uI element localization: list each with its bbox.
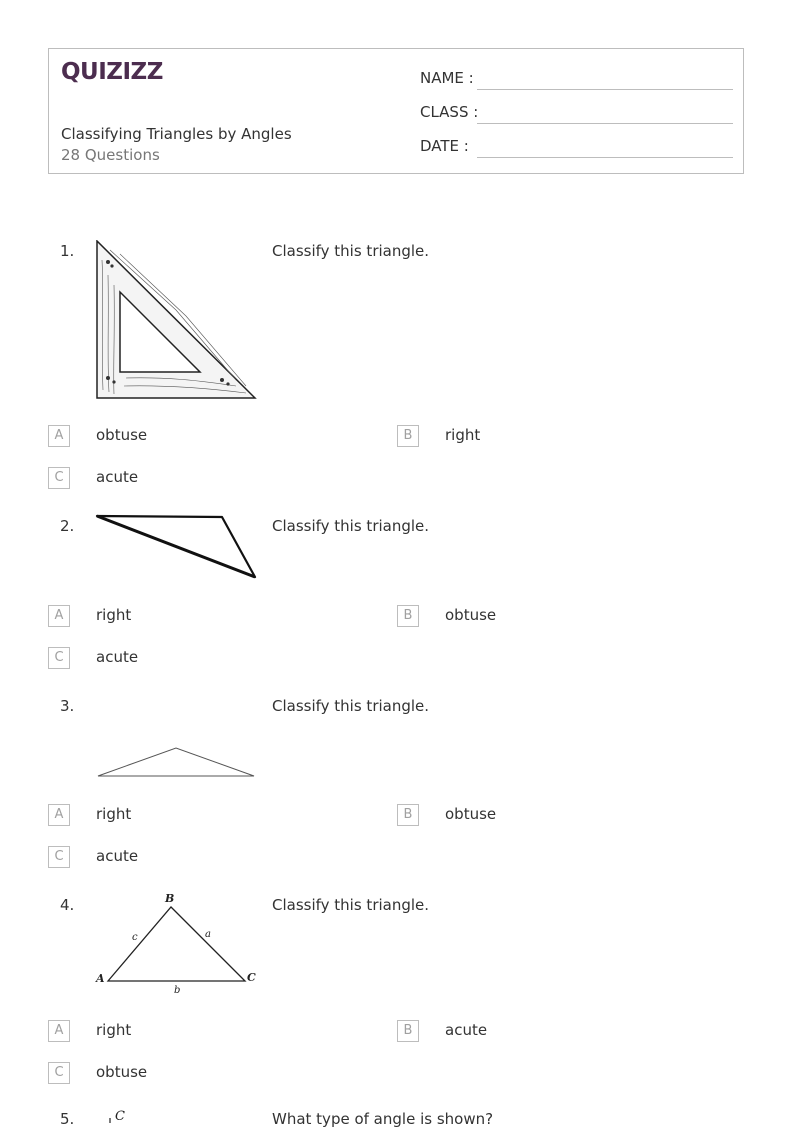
- option-b-text[interactable]: right: [445, 426, 481, 444]
- question-number: 3.: [60, 697, 75, 715]
- option-b-text[interactable]: obtuse: [445, 606, 497, 624]
- question-prompt: Classify this triangle.: [272, 697, 430, 715]
- date-line[interactable]: [477, 157, 733, 158]
- flat-obtuse-triangle-image: [96, 745, 258, 781]
- question-prompt: Classify this triangle.: [272, 242, 430, 260]
- labeled-triangle-image: [94, 890, 260, 996]
- question-number: 5.: [60, 1110, 75, 1128]
- name-line[interactable]: [477, 89, 733, 90]
- question-prompt: Classify this triangle.: [272, 896, 430, 914]
- option-b-box[interactable]: B: [397, 1020, 419, 1042]
- option-c-text[interactable]: acute: [96, 648, 139, 666]
- worksheet-title: Classifying Triangles by Angles: [61, 125, 292, 143]
- question-number: 2.: [60, 517, 75, 535]
- option-a-text[interactable]: right: [96, 1021, 132, 1039]
- question-count: 28 Questions: [61, 146, 160, 164]
- vertex-c-label: C: [247, 971, 256, 984]
- vertex-b-label: B: [165, 892, 175, 905]
- option-b-text[interactable]: acute: [445, 1021, 488, 1039]
- option-c-box[interactable]: C: [48, 467, 70, 489]
- class-label: CLASS :: [420, 103, 479, 121]
- option-b-box[interactable]: B: [397, 605, 419, 627]
- option-a-text[interactable]: obtuse: [96, 426, 148, 444]
- option-b-box[interactable]: B: [397, 804, 419, 826]
- option-c-box[interactable]: C: [48, 647, 70, 669]
- set-square-triangle-image: [96, 240, 258, 400]
- side-a-label: a: [205, 929, 211, 940]
- option-a-box[interactable]: A: [48, 804, 70, 826]
- worksheet-header: [48, 48, 744, 174]
- option-a-box[interactable]: A: [48, 1020, 70, 1042]
- option-a-box[interactable]: A: [48, 425, 70, 447]
- option-a-text[interactable]: right: [96, 606, 132, 624]
- option-a-box[interactable]: A: [48, 605, 70, 627]
- option-c-text[interactable]: obtuse: [96, 1063, 148, 1081]
- option-a-text[interactable]: right: [96, 805, 132, 823]
- vertex-a-label: A: [96, 972, 105, 985]
- name-label: NAME :: [420, 69, 474, 87]
- side-c-label: c: [132, 932, 138, 943]
- option-c-text[interactable]: acute: [96, 468, 139, 486]
- obtuse-triangle-image: [94, 512, 260, 582]
- class-line[interactable]: [477, 123, 733, 124]
- date-label: DATE :: [420, 137, 469, 155]
- option-b-box[interactable]: B: [397, 425, 419, 447]
- side-b-label: b: [174, 985, 181, 996]
- question-prompt: Classify this triangle.: [272, 517, 430, 535]
- option-b-text[interactable]: obtuse: [445, 805, 497, 823]
- option-c-box[interactable]: C: [48, 1062, 70, 1084]
- angle-figure-image: [104, 1106, 134, 1123]
- option-c-box[interactable]: C: [48, 846, 70, 868]
- option-c-text[interactable]: acute: [96, 847, 139, 865]
- angle-c-label: C: [115, 1109, 125, 1123]
- question-number: 4.: [60, 896, 75, 914]
- question-number: 1.: [60, 242, 75, 260]
- quizizz-logo: QUIZIZZ: [61, 59, 163, 85]
- question-prompt: What type of angle is shown?: [272, 1110, 494, 1128]
